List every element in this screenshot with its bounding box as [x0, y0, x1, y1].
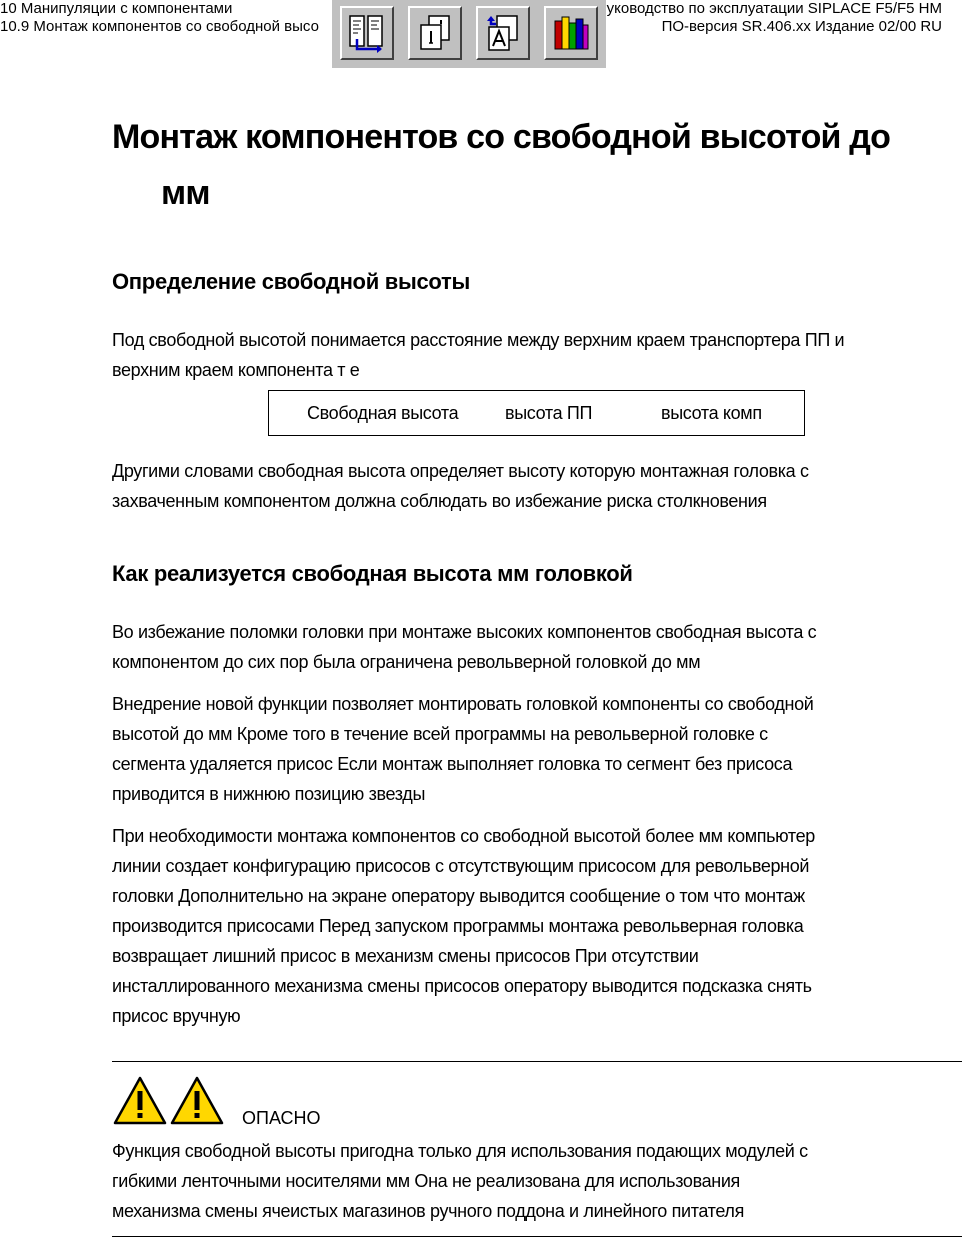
text-line: приводится в нижнюю позицию звезды — [112, 784, 426, 804]
formula-term-free-height: Свободная высота — [307, 403, 459, 423]
text-line: Функция свободной высоты пригодна только для использования подающих модулей с — [112, 1141, 808, 1161]
toc-button[interactable] — [340, 6, 394, 60]
formula-term-pcb-height: высота ПП — [505, 403, 593, 423]
warning-divider-top — [112, 1061, 962, 1062]
text-line: инсталлированного механизма смены присосов оператору выводится подсказка снять — [112, 976, 812, 996]
page-title-continued: мм — [161, 174, 210, 212]
text-line: Во избежание поломки головки при монтаже высоких компонентов свободная высота с — [112, 622, 817, 642]
text-line: высотой до мм Кроме того в течение всей программы на револьверной головке с — [112, 724, 768, 744]
text-line: линии создает конфигурацию присосов с отсутствующим присосом для револьверной — [112, 856, 810, 876]
page-copy-icon — [415, 13, 455, 53]
text-line: верхним краем компонента т е — [112, 360, 360, 380]
warning-triangle-icon — [113, 1076, 167, 1126]
paragraph-definition — [112, 325, 962, 385]
text-line: производится присосами Перед запуском программы монтажа револьверная головка — [112, 916, 804, 936]
paragraph-configuration — [112, 821, 962, 1031]
text-line: присос вручную — [112, 1006, 241, 1026]
text-line: Под свободной высотой понимается расстояние между верхним краем транспортера ПП и — [112, 330, 845, 350]
paragraph-new-function — [112, 689, 962, 809]
text-line: Другими словами свободная высота определяет высоту которую монтажная головка с — [112, 461, 809, 481]
navigation-toolbar — [332, 0, 606, 68]
text-line: При необходимости монтажа компонентов со свободной высотой более мм компьютер — [112, 826, 815, 846]
header-chapter: 10 Манипуляции с компонентами — [0, 0, 233, 17]
formula-term-component-height: высота комп — [661, 403, 762, 423]
header-manual-title: уководство по эксплуатации SIPLACE F5/F5 HM — [606, 0, 942, 17]
section-heading-definition: Определение свободной высоты — [112, 269, 470, 294]
formula-box — [268, 390, 805, 436]
search-document-icon — [483, 13, 523, 53]
library-button[interactable] — [544, 6, 598, 60]
text-line: Внедрение новой функции позволяет монтировать головкой компоненты со свободной — [112, 694, 814, 714]
paragraph-explanation — [112, 456, 962, 516]
text-line: компонентом до сих пор была ограничена револьверной головкой до мм — [112, 652, 701, 672]
text-line: возвращает лишний присос в механизм смены присосов При отсутствии — [112, 946, 699, 966]
header-version: ПО-версия SR.406.xx Издание 02/00 RU — [661, 18, 942, 35]
books-library-icon — [551, 13, 591, 53]
warning-text — [112, 1136, 962, 1226]
text-line: головки Дополнительно на экране оператору выводится сообщение о том что монтаж — [112, 886, 805, 906]
warning-triangle-icon — [170, 1076, 224, 1126]
warning-label: ОПАСНО — [242, 1108, 321, 1128]
text-line: механизма смены ячеистых магазинов ручного поддона и линейного питателя — [112, 1201, 744, 1221]
paragraph-history — [112, 617, 962, 677]
page-title: Монтаж компонентов со свободной высотой до — [112, 118, 891, 156]
search-button[interactable] — [476, 6, 530, 60]
section-heading-implementation: Как реализуется свободная высота мм головкой — [112, 561, 633, 586]
text-line: захваченным компонентом должна соблюдать во избежание риска столкновения — [112, 491, 767, 511]
text-line: гибкими ленточными носителями мм Она не реализована для использования — [112, 1171, 740, 1191]
text-line: сегмента удаляется присос Если монтаж выполняет головка то сегмент без присоса — [112, 754, 793, 774]
header-section: 10.9 Монтаж компонентов со свободной высо — [0, 18, 319, 35]
page-button[interactable] — [408, 6, 462, 60]
table-of-contents-icon — [347, 13, 387, 53]
